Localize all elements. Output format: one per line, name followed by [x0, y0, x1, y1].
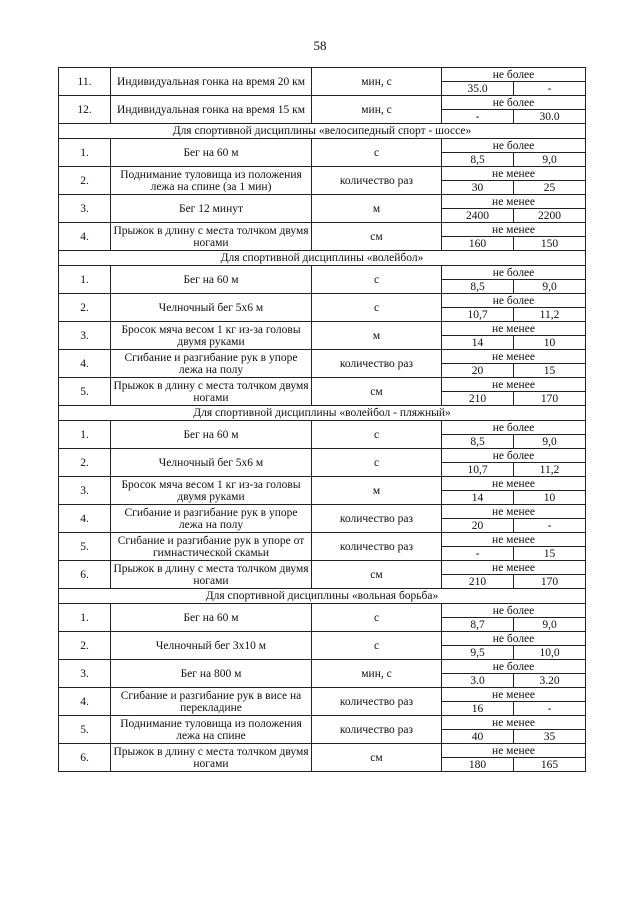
female-value: 150 [514, 237, 586, 251]
row-number: 2. [59, 294, 111, 322]
table-row [59, 350, 586, 364]
row-number: 1. [59, 139, 111, 167]
row-number: 1. [59, 266, 111, 294]
row-number: 1. [59, 604, 111, 632]
male-value: 8,5 [442, 153, 514, 167]
unit: с [312, 421, 442, 449]
female-value: - [514, 519, 586, 533]
condition: не менее [442, 716, 586, 730]
exercise-name: Сгибание и разгибание рук в упоре лежа на полу [111, 350, 312, 378]
female-value: 2200 [514, 209, 586, 223]
table-row [59, 744, 586, 758]
female-value: 165 [514, 758, 586, 772]
unit: с [312, 139, 442, 167]
male-value: 35.0 [442, 82, 514, 96]
female-value: - [514, 82, 586, 96]
male-value: - [442, 547, 514, 561]
exercise-name: Челночный бег 5х6 м [111, 449, 312, 477]
female-value: 9,0 [514, 280, 586, 294]
male-value: 9,5 [442, 646, 514, 660]
female-value: 10 [514, 336, 586, 350]
unit: количество раз [312, 716, 442, 744]
exercise-name: Бег на 60 м [111, 139, 312, 167]
page-number: 58 [313, 38, 327, 53]
unit: количество раз [312, 350, 442, 378]
condition: не менее [442, 167, 586, 181]
row-number: 2. [59, 632, 111, 660]
exercise-name: Индивидуальная гонка на время 20 км [111, 68, 312, 96]
unit: см [312, 744, 442, 772]
table-row [59, 294, 586, 308]
section-title: Для спортивной дисциплины «вольная борьба» [59, 589, 586, 604]
exercise-name: Бег на 60 м [111, 266, 312, 294]
unit: м [312, 477, 442, 505]
exercise-name: Бег 12 минут [111, 195, 312, 223]
exercise-name: Бросок мяча весом 1 кг из-за головы двумя руками [111, 322, 312, 350]
male-value: 20 [442, 364, 514, 378]
unit: мин, с [312, 96, 442, 124]
condition: не более [442, 421, 586, 435]
female-value: 11,2 [514, 308, 586, 322]
male-value: 160 [442, 237, 514, 251]
table-row [59, 167, 586, 181]
female-value: 35 [514, 730, 586, 744]
table-row [59, 378, 586, 392]
unit: с [312, 632, 442, 660]
condition: не менее [442, 322, 586, 336]
row-number: 2. [59, 449, 111, 477]
exercise-name: Прыжок в длину с места толчком двумя ногами [111, 378, 312, 406]
male-value: 180 [442, 758, 514, 772]
male-value: 20 [442, 519, 514, 533]
unit: мин, с [312, 68, 442, 96]
table-row [59, 195, 586, 209]
unit: см [312, 223, 442, 251]
row-number: 12. [59, 96, 111, 124]
row-number: 4. [59, 350, 111, 378]
table-row [59, 561, 586, 575]
table-row [59, 322, 586, 336]
row-number: 3. [59, 477, 111, 505]
female-value: 170 [514, 392, 586, 406]
exercise-name: Сгибание и разгибание рук в висе на перекладине [111, 688, 312, 716]
condition: не менее [442, 505, 586, 519]
male-value: 8,5 [442, 280, 514, 294]
section-row [59, 251, 586, 266]
male-value: 3.0 [442, 674, 514, 688]
table-row [59, 223, 586, 237]
row-number: 4. [59, 223, 111, 251]
unit: количество раз [312, 505, 442, 533]
male-value: 16 [442, 702, 514, 716]
female-value: 9,0 [514, 435, 586, 449]
unit: количество раз [312, 167, 442, 195]
unit: с [312, 604, 442, 632]
section-row [59, 124, 586, 139]
unit: количество раз [312, 533, 442, 561]
female-value: 170 [514, 575, 586, 589]
condition: не более [442, 139, 586, 153]
male-value: 210 [442, 392, 514, 406]
exercise-name: Челночный бег 5х6 м [111, 294, 312, 322]
row-number: 4. [59, 505, 111, 533]
condition: не более [442, 632, 586, 646]
row-number: 6. [59, 744, 111, 772]
table-row [59, 266, 586, 280]
table-row [59, 477, 586, 491]
female-value: 30.0 [514, 110, 586, 124]
row-number: 5. [59, 533, 111, 561]
row-number: 5. [59, 378, 111, 406]
table-row [59, 632, 586, 646]
standards-table [58, 67, 586, 772]
condition: не менее [442, 195, 586, 209]
male-value: 2400 [442, 209, 514, 223]
unit: м [312, 322, 442, 350]
exercise-name: Прыжок в длину с места толчком двумя ногами [111, 744, 312, 772]
exercise-name: Прыжок в длину с места толчком двумя ногами [111, 561, 312, 589]
section-title: Для спортивной дисциплины «волейбол - пляжный» [59, 406, 586, 421]
exercise-name: Прыжок в длину с места толчком двумя ногами [111, 223, 312, 251]
table-row [59, 421, 586, 435]
unit: м [312, 195, 442, 223]
condition: не более [442, 660, 586, 674]
section-title: Для спортивной дисциплины «волейбол» [59, 251, 586, 266]
row-number: 3. [59, 195, 111, 223]
exercise-name: Индивидуальная гонка на время 15 км [111, 96, 312, 124]
row-number: 6. [59, 561, 111, 589]
condition: не менее [442, 744, 586, 758]
unit: с [312, 294, 442, 322]
male-value: 10,7 [442, 308, 514, 322]
row-number: 4. [59, 688, 111, 716]
row-number: 2. [59, 167, 111, 195]
condition: не менее [442, 688, 586, 702]
row-number: 1. [59, 421, 111, 449]
male-value: 14 [442, 336, 514, 350]
female-value: 9,0 [514, 618, 586, 632]
row-number: 11. [59, 68, 111, 96]
male-value: 8,7 [442, 618, 514, 632]
condition: не более [442, 266, 586, 280]
unit: см [312, 378, 442, 406]
female-value: 9,0 [514, 153, 586, 167]
section-row [59, 406, 586, 421]
condition: не более [442, 604, 586, 618]
table-row [59, 96, 586, 110]
unit: с [312, 449, 442, 477]
exercise-name: Поднимание туловища из положения лежа на спине [111, 716, 312, 744]
male-value: 40 [442, 730, 514, 744]
male-value: 30 [442, 181, 514, 195]
female-value: 25 [514, 181, 586, 195]
condition: не более [442, 96, 586, 110]
exercise-name: Бег на 800 м [111, 660, 312, 688]
table-row [59, 533, 586, 547]
female-value: - [514, 702, 586, 716]
table-row [59, 716, 586, 730]
condition: не менее [442, 223, 586, 237]
exercise-name: Сгибание и разгибание рук в упоре от гимнастической скамьи [111, 533, 312, 561]
male-value: 210 [442, 575, 514, 589]
exercise-name: Бросок мяча весом 1 кг из-за головы двумя руками [111, 477, 312, 505]
exercise-name: Бег на 60 м [111, 421, 312, 449]
male-value: 8,5 [442, 435, 514, 449]
unit: с [312, 266, 442, 294]
condition: не менее [442, 477, 586, 491]
exercise-name: Бег на 60 м [111, 604, 312, 632]
condition: не более [442, 294, 586, 308]
exercise-name: Поднимание туловища из положения лежа на спине (за 1 мин) [111, 167, 312, 195]
row-number: 3. [59, 660, 111, 688]
exercise-name: Челночный бег 3х10 м [111, 632, 312, 660]
table-row [59, 139, 586, 153]
condition: не более [442, 68, 586, 82]
unit: количество раз [312, 688, 442, 716]
female-value: 11,2 [514, 463, 586, 477]
female-value: 3.20 [514, 674, 586, 688]
table-row [59, 505, 586, 519]
female-value: 15 [514, 547, 586, 561]
table-row [59, 68, 586, 82]
condition: не менее [442, 533, 586, 547]
condition: не менее [442, 350, 586, 364]
row-number: 5. [59, 716, 111, 744]
row-number: 3. [59, 322, 111, 350]
section-title: Для спортивной дисциплины «велосипедный спорт - шоссе» [59, 124, 586, 139]
table-row [59, 688, 586, 702]
male-value: 10,7 [442, 463, 514, 477]
condition: не менее [442, 561, 586, 575]
unit: мин, с [312, 660, 442, 688]
unit: см [312, 561, 442, 589]
table-row [59, 660, 586, 674]
female-value: 10,0 [514, 646, 586, 660]
male-value: 14 [442, 491, 514, 505]
female-value: 10 [514, 491, 586, 505]
section-row [59, 589, 586, 604]
female-value: 15 [514, 364, 586, 378]
table-row [59, 604, 586, 618]
exercise-name: Сгибание и разгибание рук в упоре лежа на полу [111, 505, 312, 533]
male-value: - [442, 110, 514, 124]
table-row [59, 449, 586, 463]
condition: не менее [442, 378, 586, 392]
condition: не более [442, 449, 586, 463]
